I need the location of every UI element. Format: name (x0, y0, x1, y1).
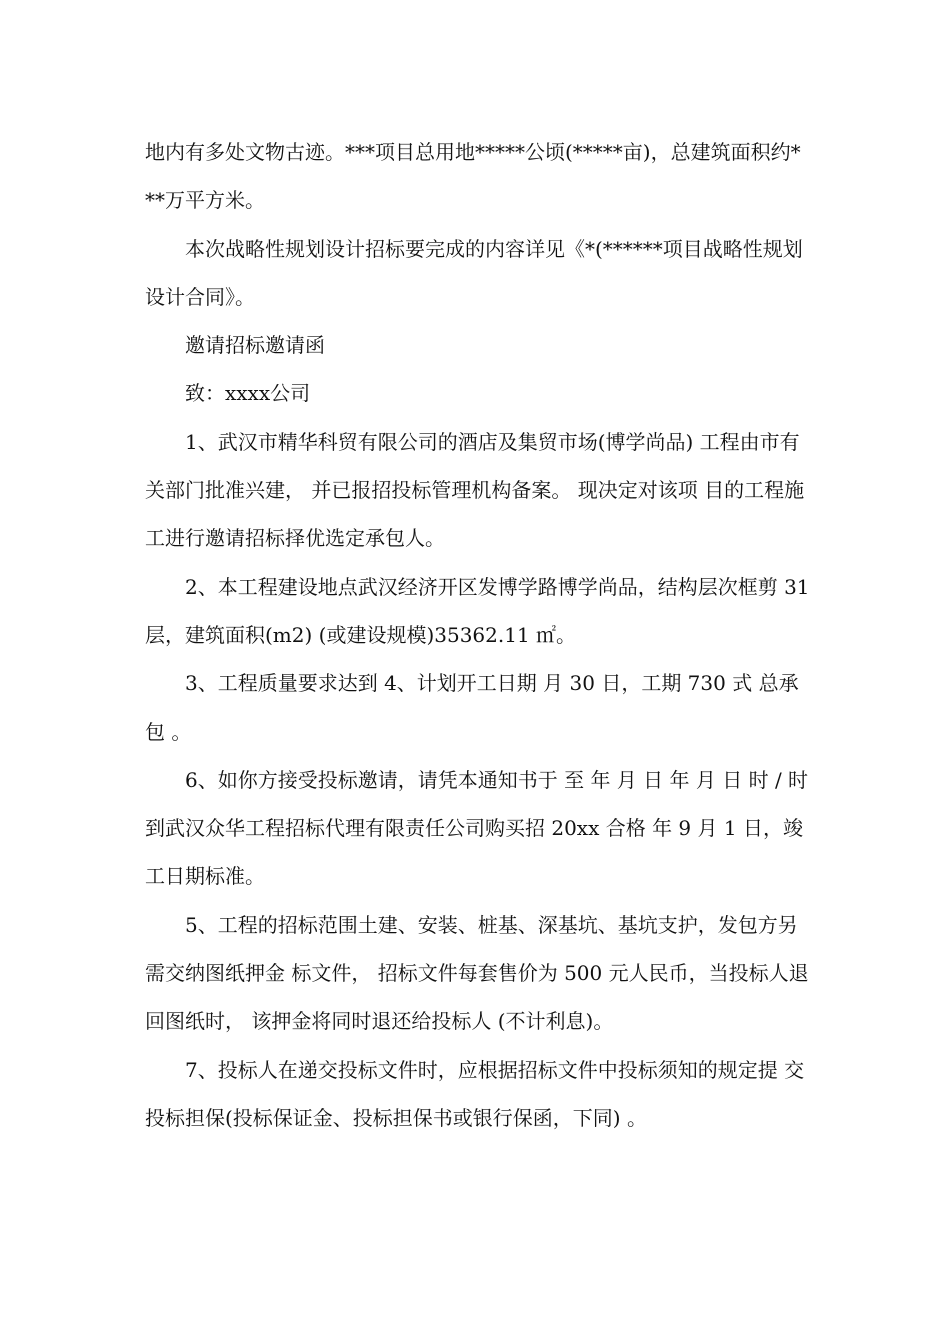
paragraph-item-3: 3、工程质量要求达到 4、计划开工日期 月 30 日，工期 730 式 总承包 。 (145, 671, 799, 744)
paragraph-item-1: 1、武汉市精华科贸有限公司的酒店及集贸市场(博学尚品) 工程由市有关部门批准兴建， 并已报招投标管理机构备案。 现决定对该项 目的工程施工进行邀请招标择优选定承包人。 (145, 429, 805, 551)
paragraph-item-5: 5、工程的招标范围土建、安装、桩基、深基坑、基坑支护，发包方另需交纳图纸押金 标文件， 招标文件每套售价为 500 元人民币，当投标人退回图纸时， 该押金将同时退还给投标人 (不计利息)。 (145, 912, 809, 1034)
paragraph-item-2: 2、本工程建设地点武汉经济开区发博学路博学尚品，结构层次框剪 31 层，建筑面积(m2) (或建设规模)35362.11 ㎡。 (145, 574, 810, 647)
paragraph-item-6: 6、如你方接受投标邀请，请凭本通知书于 至 年 月 日 年 月 日 时 / 时到武汉众华工程招标代理有限责任公司购买招 20xx 合格 年 9 月 1 日，竣工日期标准。 (145, 767, 809, 889)
addressee-line: 致：xxxx公司 (185, 381, 311, 406)
document-body (145, 128, 810, 1142)
section-heading: 邀请招标邀请函 (185, 333, 325, 358)
paragraph-item-7: 7、投标人在递交投标文件时，应根据招标文件中投标须知的规定提 交投标担保(投标保证金、投标担保书或银行保函，下同) 。 (145, 1057, 805, 1130)
paragraph-continuation: 地内有多处文物古迹。***项目总用地*****公顷(*****亩)，总建筑面积约***万平方米。 (145, 140, 801, 213)
paragraph-scope: 本次战略性规划设计招标要完成的内容详见《*(******项目战略性规划设计合同》。 (145, 236, 803, 309)
